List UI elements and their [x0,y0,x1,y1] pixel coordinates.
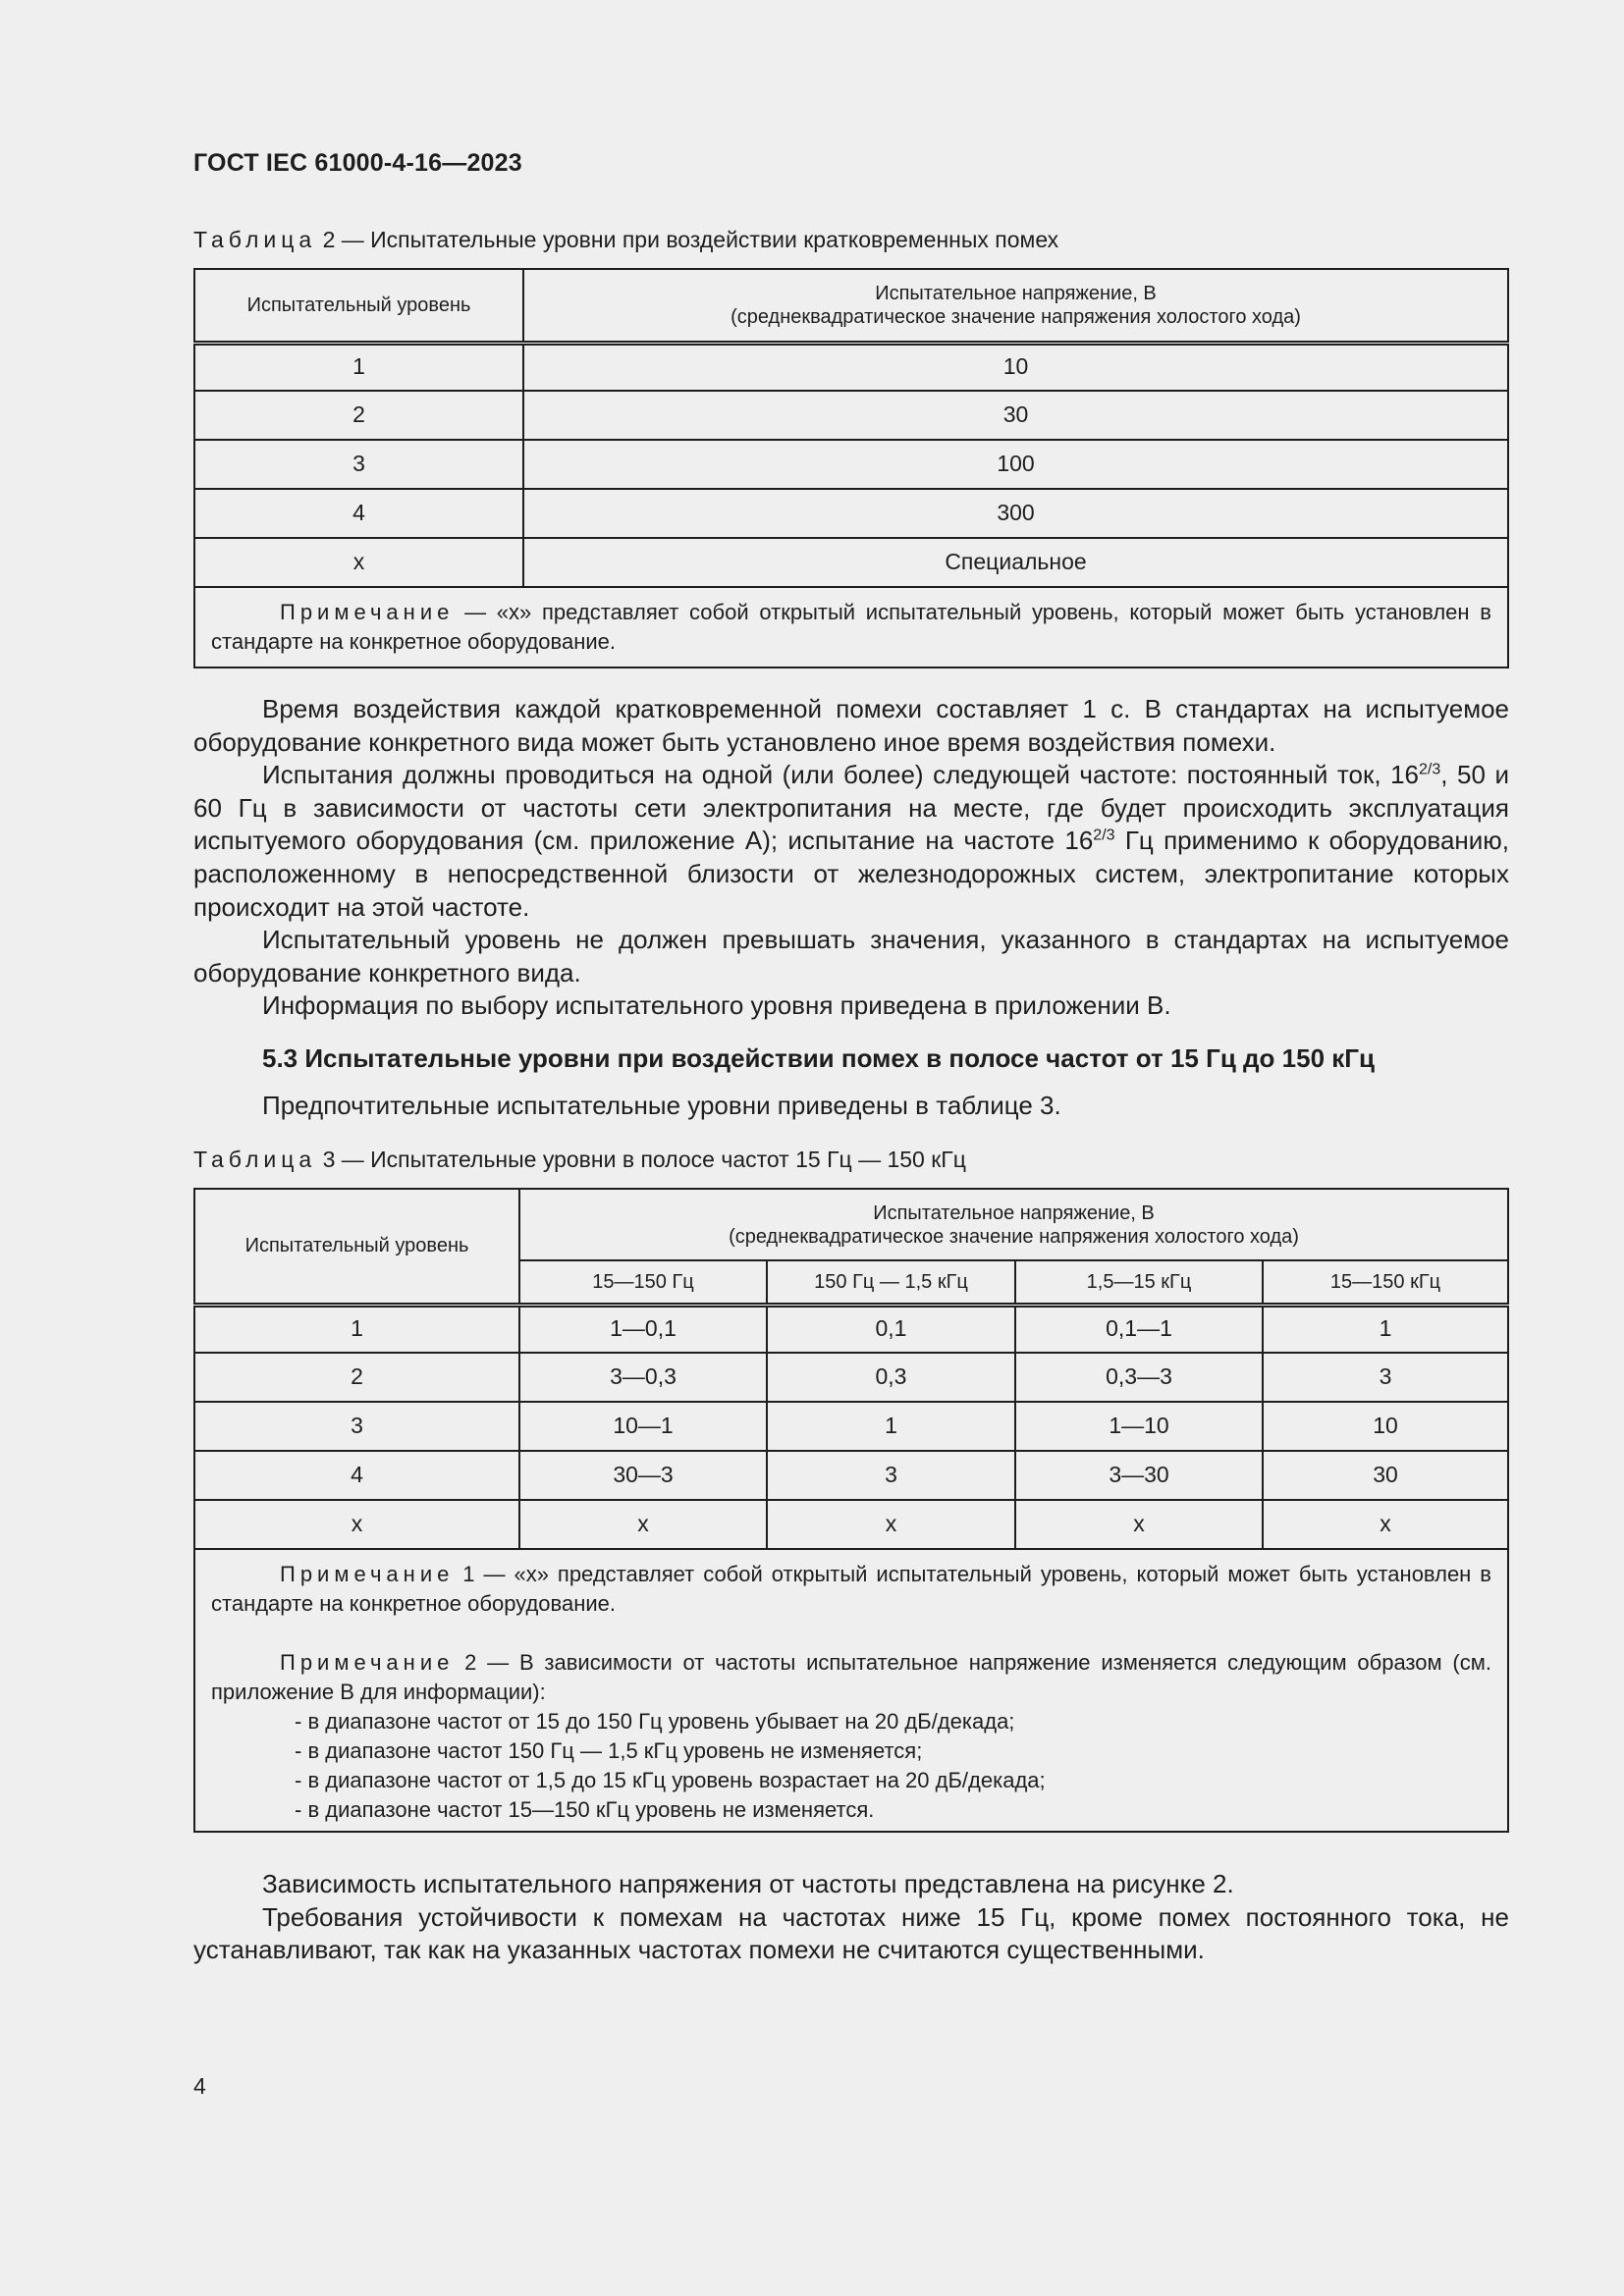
table3-cell: 3 [767,1451,1015,1500]
table-row [194,343,1508,391]
table2-level-cell: 1 [194,343,523,391]
table-row [194,391,1508,440]
paragraph: Время воздействия каждой кратковременной помехи составляет 1 с. В стандартах на испытуемое оборудование конкретного вида может быть установлено иное время воздействия помехи. [193,694,1509,757]
table3-band-header: 15—150 кГц [1263,1260,1508,1305]
table2-head-voltage-line2: (среднеквадратическое значение напряжения холостого хода) [731,305,1301,328]
list-item: - в диапазоне частот от 1,5 до 15 кГц уровень возрастает на 20 дБ/декада; [295,1768,1046,1792]
table2-head-voltage-line1: Испытательное напряжение, В [875,282,1157,304]
table2-value-cell: 300 [523,489,1508,538]
section-heading: 5.3 Испытательные уровни при воздействии помех в полосе частот от 15 Гц до 150 кГц [262,1043,1375,1073]
table3-note-row [194,1549,1508,1832]
table3-caption [193,1147,966,1173]
table2-head-level: Испытательный уровень [194,269,523,343]
page-number: 4 [193,2073,206,2099]
table3-cell: 0,3—3 [1015,1353,1263,1402]
table2-value-cell: 30 [523,391,1508,440]
table3-notes [194,1549,1508,1832]
table-row [194,1500,1508,1549]
table3-cell: 10 [1263,1402,1508,1451]
table2 [193,268,1509,668]
table3-band-header: 1,5—15 кГц [1015,1260,1263,1305]
table3-cell: 30 [1263,1451,1508,1500]
body-text-2 [193,1868,1509,1967]
table2-note-word: Примечание [280,600,455,624]
table2-note-text: — «x» представляет собой открытый испытательный уровень, который может быть установлен в стандарте на конкретное оборудование. [211,600,1491,654]
table3-caption-word: Таблица [193,1147,317,1172]
table-row [194,489,1508,538]
list-item: - в диапазоне частот 15—150 кГц уровень не изменяется. [295,1797,875,1822]
table3-head-voltage-line1: Испытательное напряжение, В [873,1201,1155,1224]
table2-level-cell: 4 [194,489,523,538]
table2-level-cell: x [194,538,523,587]
table3-cell: 0,3 [767,1353,1015,1402]
table-row [194,1451,1508,1500]
table2-note-row [194,587,1508,667]
table2-note [194,587,1508,667]
table3-cell: x [1263,1500,1508,1549]
table2-caption-word: Таблица [193,227,317,252]
table2-value-cell: 10 [523,343,1508,391]
table-row [194,1402,1508,1451]
table3-head-voltage [519,1189,1508,1260]
table2-header-row [194,269,1508,343]
list-item: - в диапазоне частот от 15 до 150 Гц уровень убывает на 20 дБ/декада; [295,1709,1015,1734]
paragraph: Информация по выбору испытательного уровня приведена в приложении В. [262,990,1171,1021]
body-text-1 [193,693,1509,1023]
table2-caption-text: 2 — Испытательные уровни при воздействии кратковременных помех [316,227,1059,252]
table3-cell: 0,1 [767,1305,1015,1353]
table2-level-cell: 3 [194,440,523,489]
table3-cell: 1—10 [1015,1402,1263,1451]
table-row [194,1305,1508,1353]
table3-cell: 1 [1263,1305,1508,1353]
table3-cell: x [519,1500,767,1549]
table3-cell: 3 [194,1402,519,1451]
paragraph: Испытательный уровень не должен превышать значения, указанного в стандартах на испытуемое оборудование конкретного вида. [193,925,1509,988]
table3-cell: 2 [194,1353,519,1402]
table2-value-cell: Специальное [523,538,1508,587]
document-header: ГОСТ IEC 61000-4-16—2023 [193,149,522,177]
table3-cell: x [194,1500,519,1549]
table2-level-cell: 2 [194,391,523,440]
table3-cell: 30—3 [519,1451,767,1500]
table3 [193,1188,1509,1833]
table-row [194,538,1508,587]
table3-cell: 4 [194,1451,519,1500]
table3-band-header: 150 Гц — 1,5 кГц [767,1260,1015,1305]
table3-cell: 1 [767,1402,1015,1451]
table3-cell: 0,1—1 [1015,1305,1263,1353]
table3-cell: 1—0,1 [519,1305,767,1353]
table-row [194,440,1508,489]
table3-header-row [194,1189,1508,1260]
table3-note-1: Примечание 1 — «x» представляет собой открытый испытательный уровень, который может быть установлен в стандарте на конкретное оборудование. [211,1562,1491,1616]
table3-cell: 10—1 [519,1402,767,1451]
list-item: - в диапазоне частот 150 Гц — 1,5 кГц уровень не изменяется; [295,1738,923,1763]
table3-head-level: Испытательный уровень [194,1189,519,1305]
paragraph: Требования устойчивости к помехам на частотах ниже 15 Гц, кроме помех постоянного тока, не устанавливают, так как на указанных частотах помехи не считаются существенными. [193,1901,1509,1965]
table3-band-header: 15—150 Гц [519,1260,767,1305]
table3-head-voltage-line2: (среднеквадратическое значение напряжения холостого хода) [729,1225,1299,1248]
paragraph: Предпочтительные испытательные уровни приведены в таблице 3. [262,1091,1061,1120]
table3-cell: x [1015,1500,1263,1549]
table3-note-2: Примечание 2 — В зависимости от частоты испытательное напряжение изменяется следующим образом (см. приложение В для информации): [211,1650,1491,1704]
table2-caption [193,227,1058,253]
table3-cell: 3—30 [1015,1451,1263,1500]
table3-cell: 3—0,3 [519,1353,767,1402]
section-intro [193,1090,1509,1123]
table3-cell: 3 [1263,1353,1508,1402]
paragraph: Испытания должны проводиться на одной (или более) следующей частоте: постоянный ток, $16^{2/3}$, 50 и 60 Гц в зависимости от частоты сети электропитания на месте, где будет происходить эксплуатация испытуемого оборудования (см. приложение А); испытание на частоте $16^{2/3}$ Гц применимо к оборудованию, расположенному в непосредственной близости от железнодорожных систем, электропитание которых происходит на этой частоте. [193,760,1510,922]
table2-value-cell: 100 [523,440,1508,489]
paragraph: Зависимость испытательного напряжения от частоты представлена на рисунке 2. [262,1869,1234,1898]
table3-cell: 1 [194,1305,519,1353]
table2-head-voltage [523,269,1508,343]
table3-caption-text: 3 — Испытательные уровни в полосе частот 15 Гц — 150 кГц [316,1147,966,1172]
table-row [194,1353,1508,1402]
table3-cell: x [767,1500,1015,1549]
